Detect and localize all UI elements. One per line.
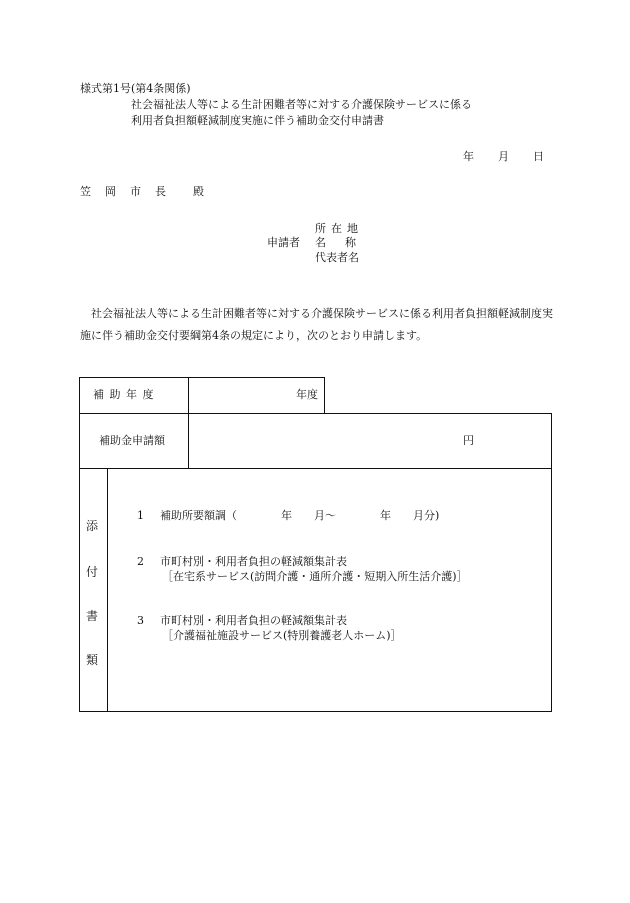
fiscal-year-unit: 年度 <box>296 388 318 401</box>
attachments-label-char: 添 <box>86 519 99 533</box>
table-line <box>324 377 325 413</box>
addressee: 笠岡市長 <box>80 185 180 198</box>
date-year: 年 <box>463 150 474 163</box>
title-line-1: 社会福祉法人等による生計困難者等に対する介護保険サービスに係る <box>131 98 472 111</box>
title-line-2: 利用者負担額軽減制度実施に伴う補助金交付申請書 <box>131 114 384 127</box>
attachment-item-number: 2 <box>137 555 144 568</box>
table-line <box>79 377 80 712</box>
form-number: 様式第1号(第4条関係) <box>80 82 191 95</box>
attachment-item-subtext: ［在宅系サービス(訪問介護・通所介護・短期入所生活介護)］ <box>162 570 468 583</box>
grant-amount-unit: 円 <box>463 434 474 447</box>
table-line <box>79 711 552 712</box>
fiscal-year-label: 補 助 年 度 <box>93 388 155 401</box>
table-line <box>79 377 324 378</box>
attachment-item-number: 3 <box>137 614 144 627</box>
table-line <box>79 468 552 469</box>
application-statement: 社会福祉法人等による生計困難者等に対する介護保険サービスに係る利用者負担額軽減制度実施に伴う補助金交付要綱第4条の規定により，次のとおり申請します。 <box>80 307 553 342</box>
table-line <box>79 413 552 414</box>
table-line <box>551 413 552 712</box>
attachment-item-number: 1 <box>137 509 144 522</box>
date-day: 日 <box>533 150 544 163</box>
date-month: 月 <box>498 150 509 163</box>
attachment-item-subtext: ［介護福祉施設サービス(特別養護老人ホーム)］ <box>162 629 402 642</box>
attachments-label-char: 付 <box>86 565 99 579</box>
attachment-item-text: 補助所要額調（ 年 月～ 年 月分) <box>160 509 440 522</box>
table-line <box>107 468 108 712</box>
applicant-representative-label: 代表者名 <box>315 251 359 264</box>
grant-amount-label: 補助金申請額 <box>99 434 165 447</box>
addressee-suffix: 殿 <box>193 185 204 198</box>
applicant-name-label-b: 称 <box>345 236 356 249</box>
attachments-label-char: 類 <box>86 653 99 667</box>
applicant-label: 申請者 <box>267 236 300 249</box>
table-line <box>188 377 189 468</box>
applicant-name-label-a: 名 <box>315 236 326 249</box>
attachment-item-text: 市町村別・利用者負担の軽減額集計表 <box>160 555 347 568</box>
attachments-label-char: 書 <box>86 609 99 623</box>
attachment-item-text: 市町村別・利用者負担の軽減額集計表 <box>160 614 347 627</box>
applicant-address-label: 所在地 <box>315 222 363 235</box>
